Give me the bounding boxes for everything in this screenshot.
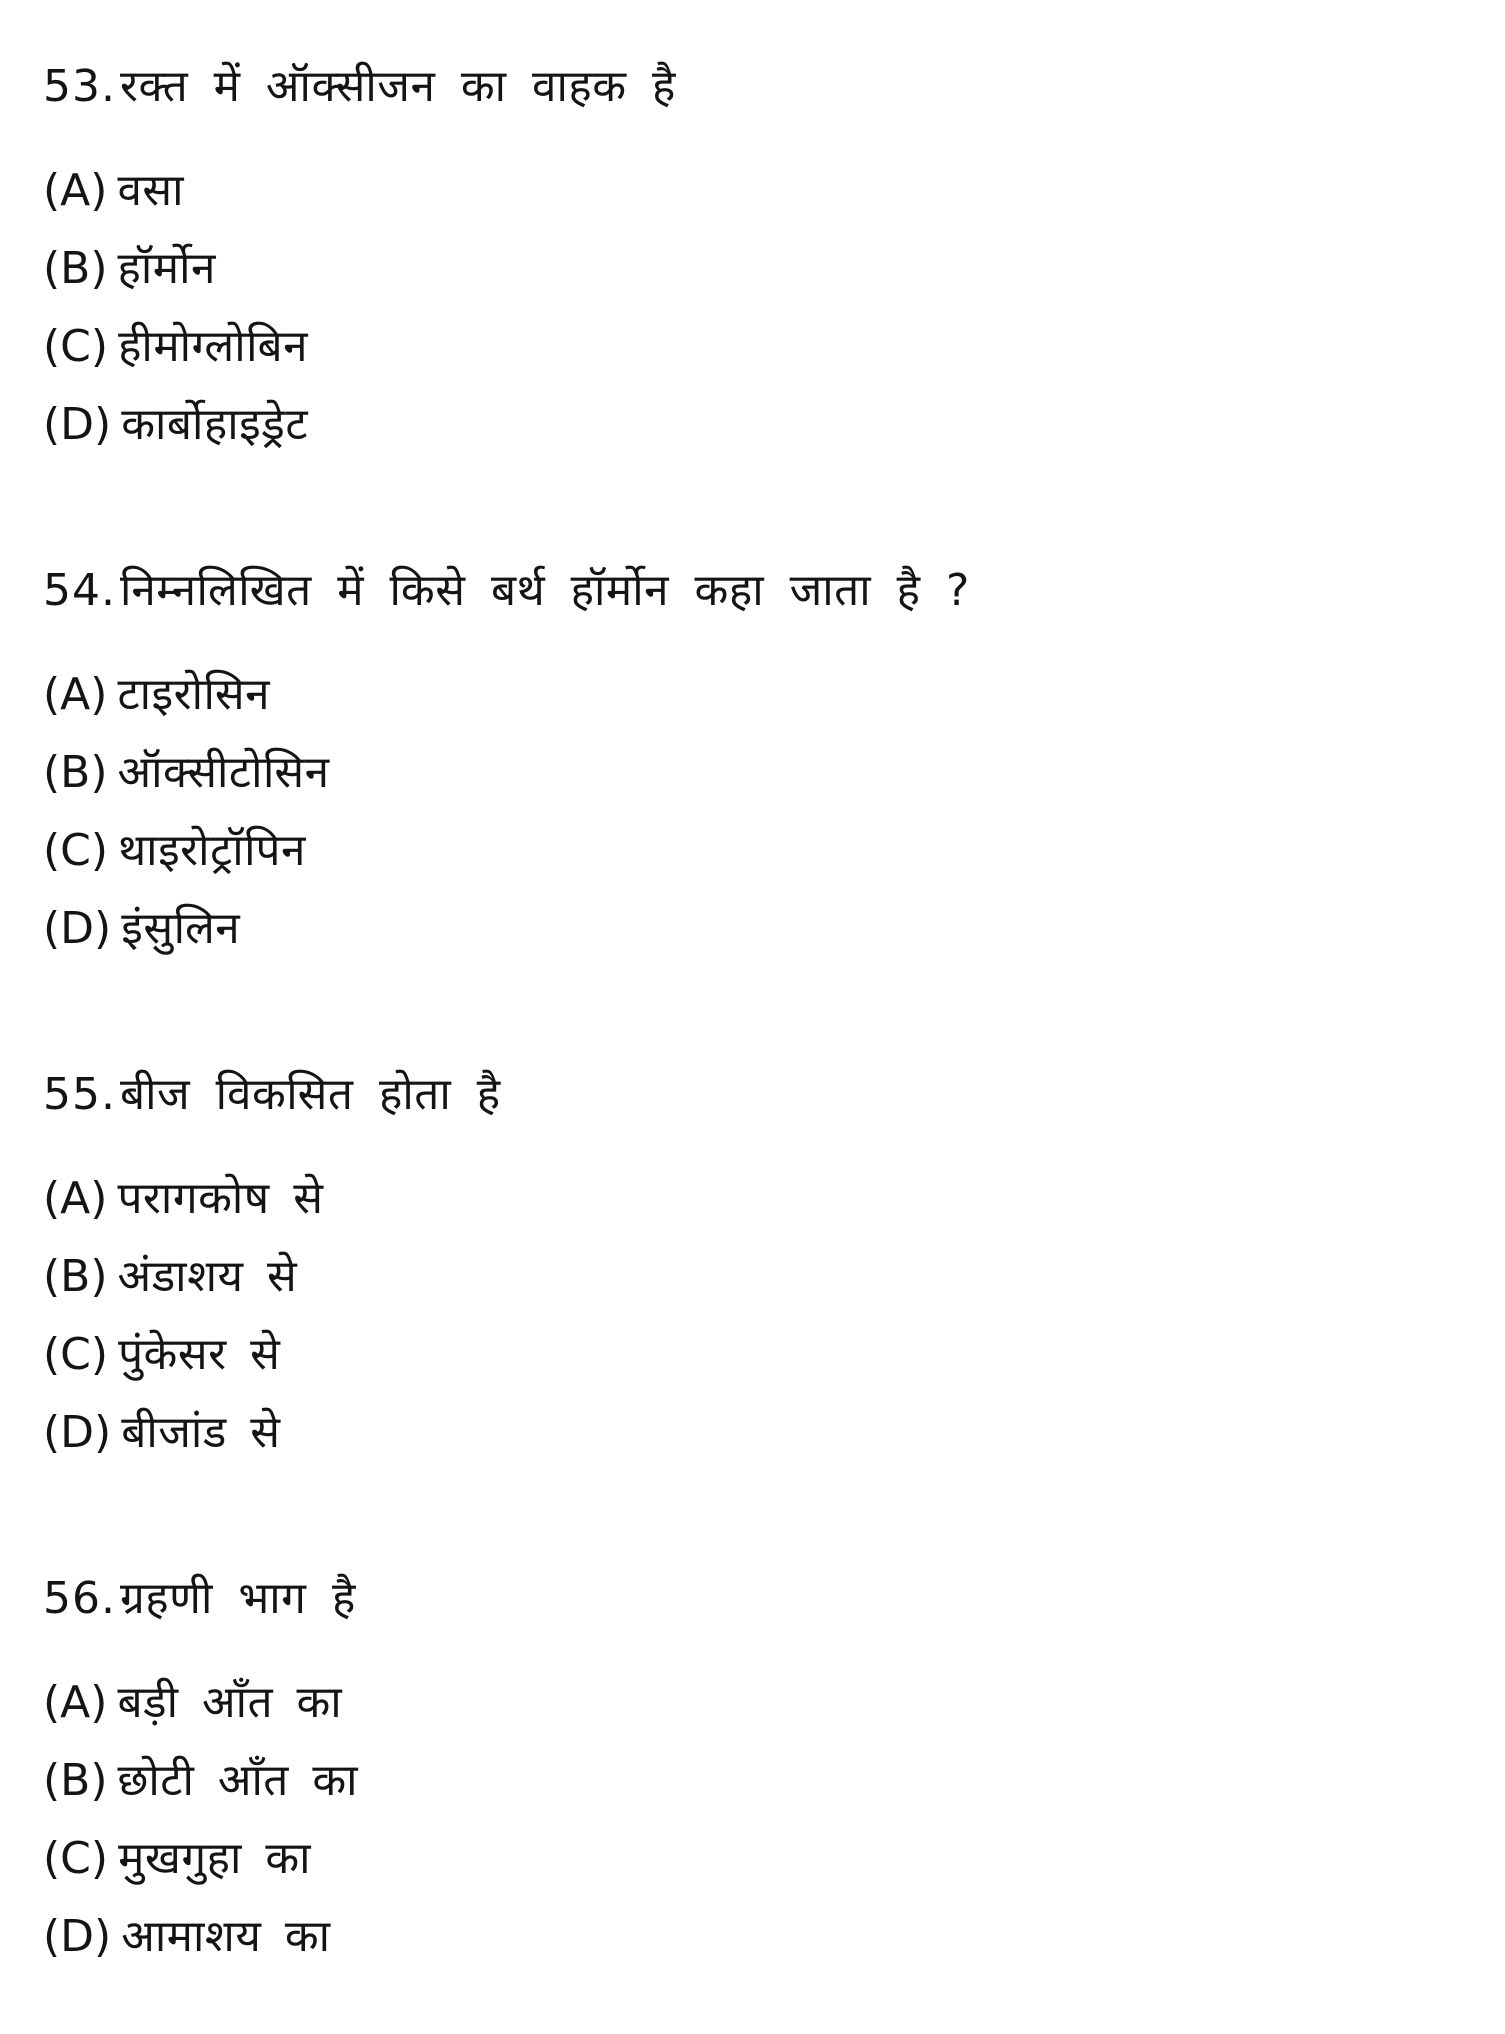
option-c: [43, 1820, 1465, 1898]
option-text: अंडाशय से: [117, 1251, 298, 1302]
option-b: [43, 1742, 1465, 1820]
option-text: थाइरोट्रॉपिन: [118, 825, 306, 876]
option-label: (C): [43, 1833, 109, 1884]
option-c: [43, 1316, 1465, 1394]
question-text: रक्त में ऑक्सीजन का वाहक है: [119, 61, 676, 112]
question-53: [43, 48, 1465, 464]
option-label: (D): [43, 903, 112, 954]
question-text: ग्रहणी भाग है: [119, 1573, 356, 1624]
option-text: छोटी आँत का: [117, 1755, 359, 1806]
option-b: [43, 734, 1465, 812]
option-label: (B): [43, 243, 108, 294]
option-d: [43, 890, 1465, 968]
option-label: (B): [43, 747, 108, 798]
question-header: [43, 552, 1465, 630]
option-text: ऑक्सीटोसिन: [117, 747, 330, 798]
question-header: [43, 1560, 1465, 1638]
option-a: [43, 152, 1465, 230]
option-label: (A): [43, 1173, 108, 1224]
option-d: [43, 386, 1465, 464]
option-label: (D): [43, 399, 112, 450]
question-number: 55.: [43, 1069, 116, 1120]
question-55: [43, 1056, 1465, 1472]
option-a: [43, 1664, 1465, 1742]
option-text: परागकोष से: [117, 1173, 324, 1224]
option-label: (D): [43, 1911, 112, 1962]
option-label: (A): [43, 669, 108, 720]
option-label: (D): [43, 1407, 112, 1458]
option-label: (C): [43, 825, 109, 876]
option-b: [43, 1238, 1465, 1316]
option-d: [43, 1898, 1465, 1976]
option-d: [43, 1394, 1465, 1472]
option-text: बीजांड से: [121, 1407, 281, 1458]
question-header: [43, 48, 1465, 126]
option-text: टाइरोसिन: [117, 669, 271, 720]
option-text: इंसुलिन: [121, 903, 241, 954]
option-text: बड़ी आँत का: [117, 1677, 343, 1728]
option-text: हॉर्मोन: [117, 243, 216, 294]
option-label: (C): [43, 321, 109, 372]
question-text: बीज विकसित होता है: [119, 1069, 501, 1120]
question-54: [43, 552, 1465, 968]
option-text: आमाशय का: [121, 1911, 331, 1962]
question-number: 53.: [43, 61, 116, 112]
option-text: कार्बोहाइड्रेट: [121, 399, 309, 450]
option-label: (C): [43, 1329, 109, 1380]
question-number: 56.: [43, 1573, 116, 1624]
question-text: निम्नलिखित में किसे बर्थ हॉर्मोन कहा जाता है ?: [119, 565, 970, 616]
option-label: (A): [43, 1677, 108, 1728]
option-text: पुंकेसर से: [118, 1329, 281, 1380]
option-text: वसा: [117, 165, 185, 216]
question-number: 54.: [43, 565, 116, 616]
question-header: [43, 1056, 1465, 1134]
option-c: [43, 812, 1465, 890]
option-text: हीमोग्लोबिन: [118, 321, 309, 372]
option-label: (B): [43, 1755, 108, 1806]
option-label: (A): [43, 165, 108, 216]
option-text: मुखगुहा का: [118, 1833, 312, 1884]
option-label: (B): [43, 1251, 108, 1302]
option-a: [43, 1160, 1465, 1238]
option-a: [43, 656, 1465, 734]
option-c: [43, 308, 1465, 386]
option-b: [43, 230, 1465, 308]
question-56: [43, 1560, 1465, 1976]
